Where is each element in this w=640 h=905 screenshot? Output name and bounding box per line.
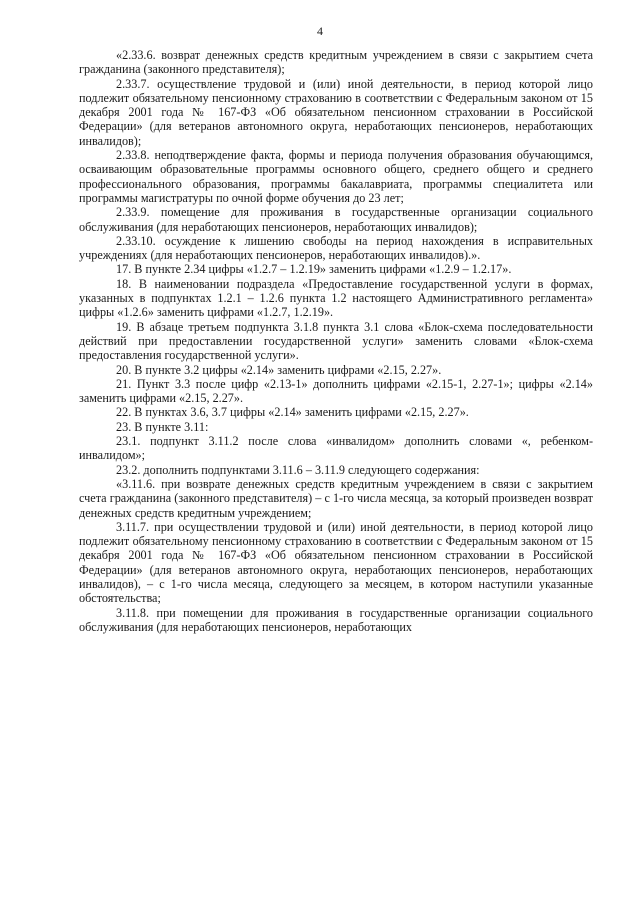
- document-body: [79, 48, 593, 634]
- paragraph-19: 19. В абзаце третьем подпункта 3.1.8 пункта 3.1 слова «Блок-схема последовательности действий при предоставлении государственной услуги» заменить словами «Блок-схема предоставления государственной услуги».: [79, 319, 593, 363]
- paragraph-2-33-10: 2.33.10. осуждение к лишению свободы на период нахождения в исправительных учреждениях (для неработающих пенсионеров, неработающих инвалидов).».: [79, 233, 593, 263]
- paragraph-3-11-6: «3.11.6. при возврате денежных средств кредитным учреждением в связи с закрытием счета гражданина (законного представителя) – с 1-го числа месяца, за который произведен возврат денежных средств кредитным учреждением;: [79, 476, 593, 520]
- paragraph-20: 20. В пункте 3.2 цифры «2.14» заменить цифрами «2.15, 2.27».: [116, 362, 442, 377]
- paragraph-21: 21. Пункт 3.3 после цифр «2.13-1» дополнить цифрами «2.15-1, 2.27-1»; цифры «2.14» заменить цифрами «2.15, 2.27».: [79, 376, 593, 406]
- page-number: 4: [317, 24, 323, 38]
- paragraph-23-1: 23.1. подпункт 3.11.2 после слова «инвалидом» дополнить словами «, ребенком-инвалидом»;: [79, 434, 593, 463]
- paragraph-2-33-7: 2.33.7. осуществление трудовой и (или) иной деятельности, в период которой лицо подлежит обязательному пенсионному страхованию в соответствии с Федеральным законом от 15 декабря 2001 года № 167-ФЗ «Об обязательном пенсионном страховании в Российской Федерации» (для ветеранов автономного округа, неработающих пенсионеров, неработающих инвалидов);: [79, 76, 593, 148]
- paragraph-3-11-7: 3.11.7. при осуществлении трудовой и (или) иной деятельности, в период которой лицо подлежит обязательному пенсионному страхованию в соответствии с Федеральным законом от 15 декабря 2001 года № 167-ФЗ «Об обязательном пенсионном страховании в Российской Федерации» (для ветеранов автономного округа, неработающих пенсионеров, неработающих инвалидов), – с 1-го числа месяца, следующего за месяцем, в котором наступили указанные обстоятельства;: [79, 519, 593, 606]
- paragraph-3-11-8: 3.11.8. при помещении для проживания в государственные организации социального обслуживания (для неработающих пенсионеров, неработающих: [79, 605, 593, 634]
- paragraph-2-33-9: 2.33.9. помещение для проживания в государственные организации социального обслуживания (для неработающих пенсионеров, неработающих инвалидов);: [79, 205, 593, 234]
- paragraph-23-2: 23.2. дополнить подпунктами 3.11.6 – 3.11.9 следующего содержания:: [116, 462, 480, 477]
- paragraph-17: 17. В пункте 2.34 цифры «1.2.7 – 1.2.19» заменить цифрами «1.2.9 – 1.2.17».: [116, 262, 512, 277]
- paragraph-2-33-8: 2.33.8. неподтверждение факта, формы и периода получения образования обучающимся, осваивающим образовательные программы основного общего, среднего общего и среднего профессионального образования, программы бакалавриата, программы специалитета или программы магистратуры по очной форме обучения до 23 лет;: [79, 148, 593, 205]
- paragraph-2-33-6: «2.33.6. возврат денежных средств кредитным учреждением в связи с закрытием счета гражданина (законного представителя);: [79, 48, 593, 77]
- paragraph-18: 18. В наименовании подраздела «Предоставление государственной услуги в формах, указанных в подпунктах 1.2.1 – 1.2.6 пункта 1.2 настоящего Административного регламента» цифры «1.2.6» заменить цифрами «1.2.7, 1.2.19».: [79, 276, 593, 320]
- paragraph-22: 22. В пунктах 3.6, 3.7 цифры «2.14» заменить цифрами «2.15, 2.27».: [116, 405, 469, 420]
- paragraph-23: 23. В пункте 3.11:: [116, 419, 209, 434]
